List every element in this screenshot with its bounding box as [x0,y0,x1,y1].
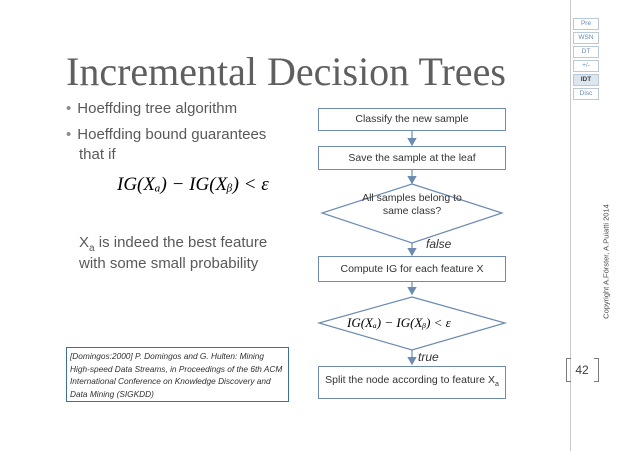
bullet-2-text: Hoeffding bound guarantees [77,126,267,143]
nav-item-wsn[interactable]: WSN [573,32,599,44]
nav-item-dt[interactable]: DT [573,46,599,58]
conclusion-x-subscript: a [89,243,95,254]
step-save-sample: Save the sample at the leaf [318,146,506,170]
conclusion-line-2: with some small probability [79,255,259,272]
conclusion-text: is indeed the best feature [94,234,268,251]
split-node-text [325,374,499,391]
page-number: 42 [575,363,589,377]
reference-box: [Domingos:2000] P. Domingos and G. Hulten: Mining High-speed Data Streams, in Proceedings of the 6th ACM International Conference on Knowledge Discovery and Data Mining (SIGKDD) [66,347,289,402]
conclusion-x: X [79,234,90,251]
nav-item-disc[interactable]: Disc [573,88,599,100]
slide-title: Incremental Decision Trees [66,49,506,94]
step-classify-sample: Classify the new sample [318,108,506,131]
decision1-text: All samples belong to same class? [362,192,462,217]
decision2-formula: IG(Xₐ) − IG(Xᵦ) < ε [347,315,451,330]
bullet-2-continuation: that if [79,146,116,163]
nav-item-plus-minus[interactable]: +/- [573,60,599,72]
split-node-subscript: a [494,381,499,389]
false-label: false [426,237,452,251]
sidebar-divider [570,0,571,451]
step-split-node [318,366,506,399]
step-compute-ig: Compute IG for each feature X [318,256,506,282]
nav-item-idt[interactable]: IDT [573,74,599,86]
true-label: true [418,350,439,364]
bullet-1-text: Hoeffding tree algorithm [77,100,238,117]
bullet-dot-icon: • [66,126,72,143]
bullet-dot-icon: • [66,100,72,117]
hoeffding-formula: IG(Xₐ) − IG(Xᵦ) < ε [117,174,269,195]
copyright-text: Copyright A.Förster, A.Puiatti 2014 [601,204,611,319]
nav-item-pre[interactable]: Pre [573,18,599,30]
split-node-text-main: Split the node according to feature X [325,373,495,386]
